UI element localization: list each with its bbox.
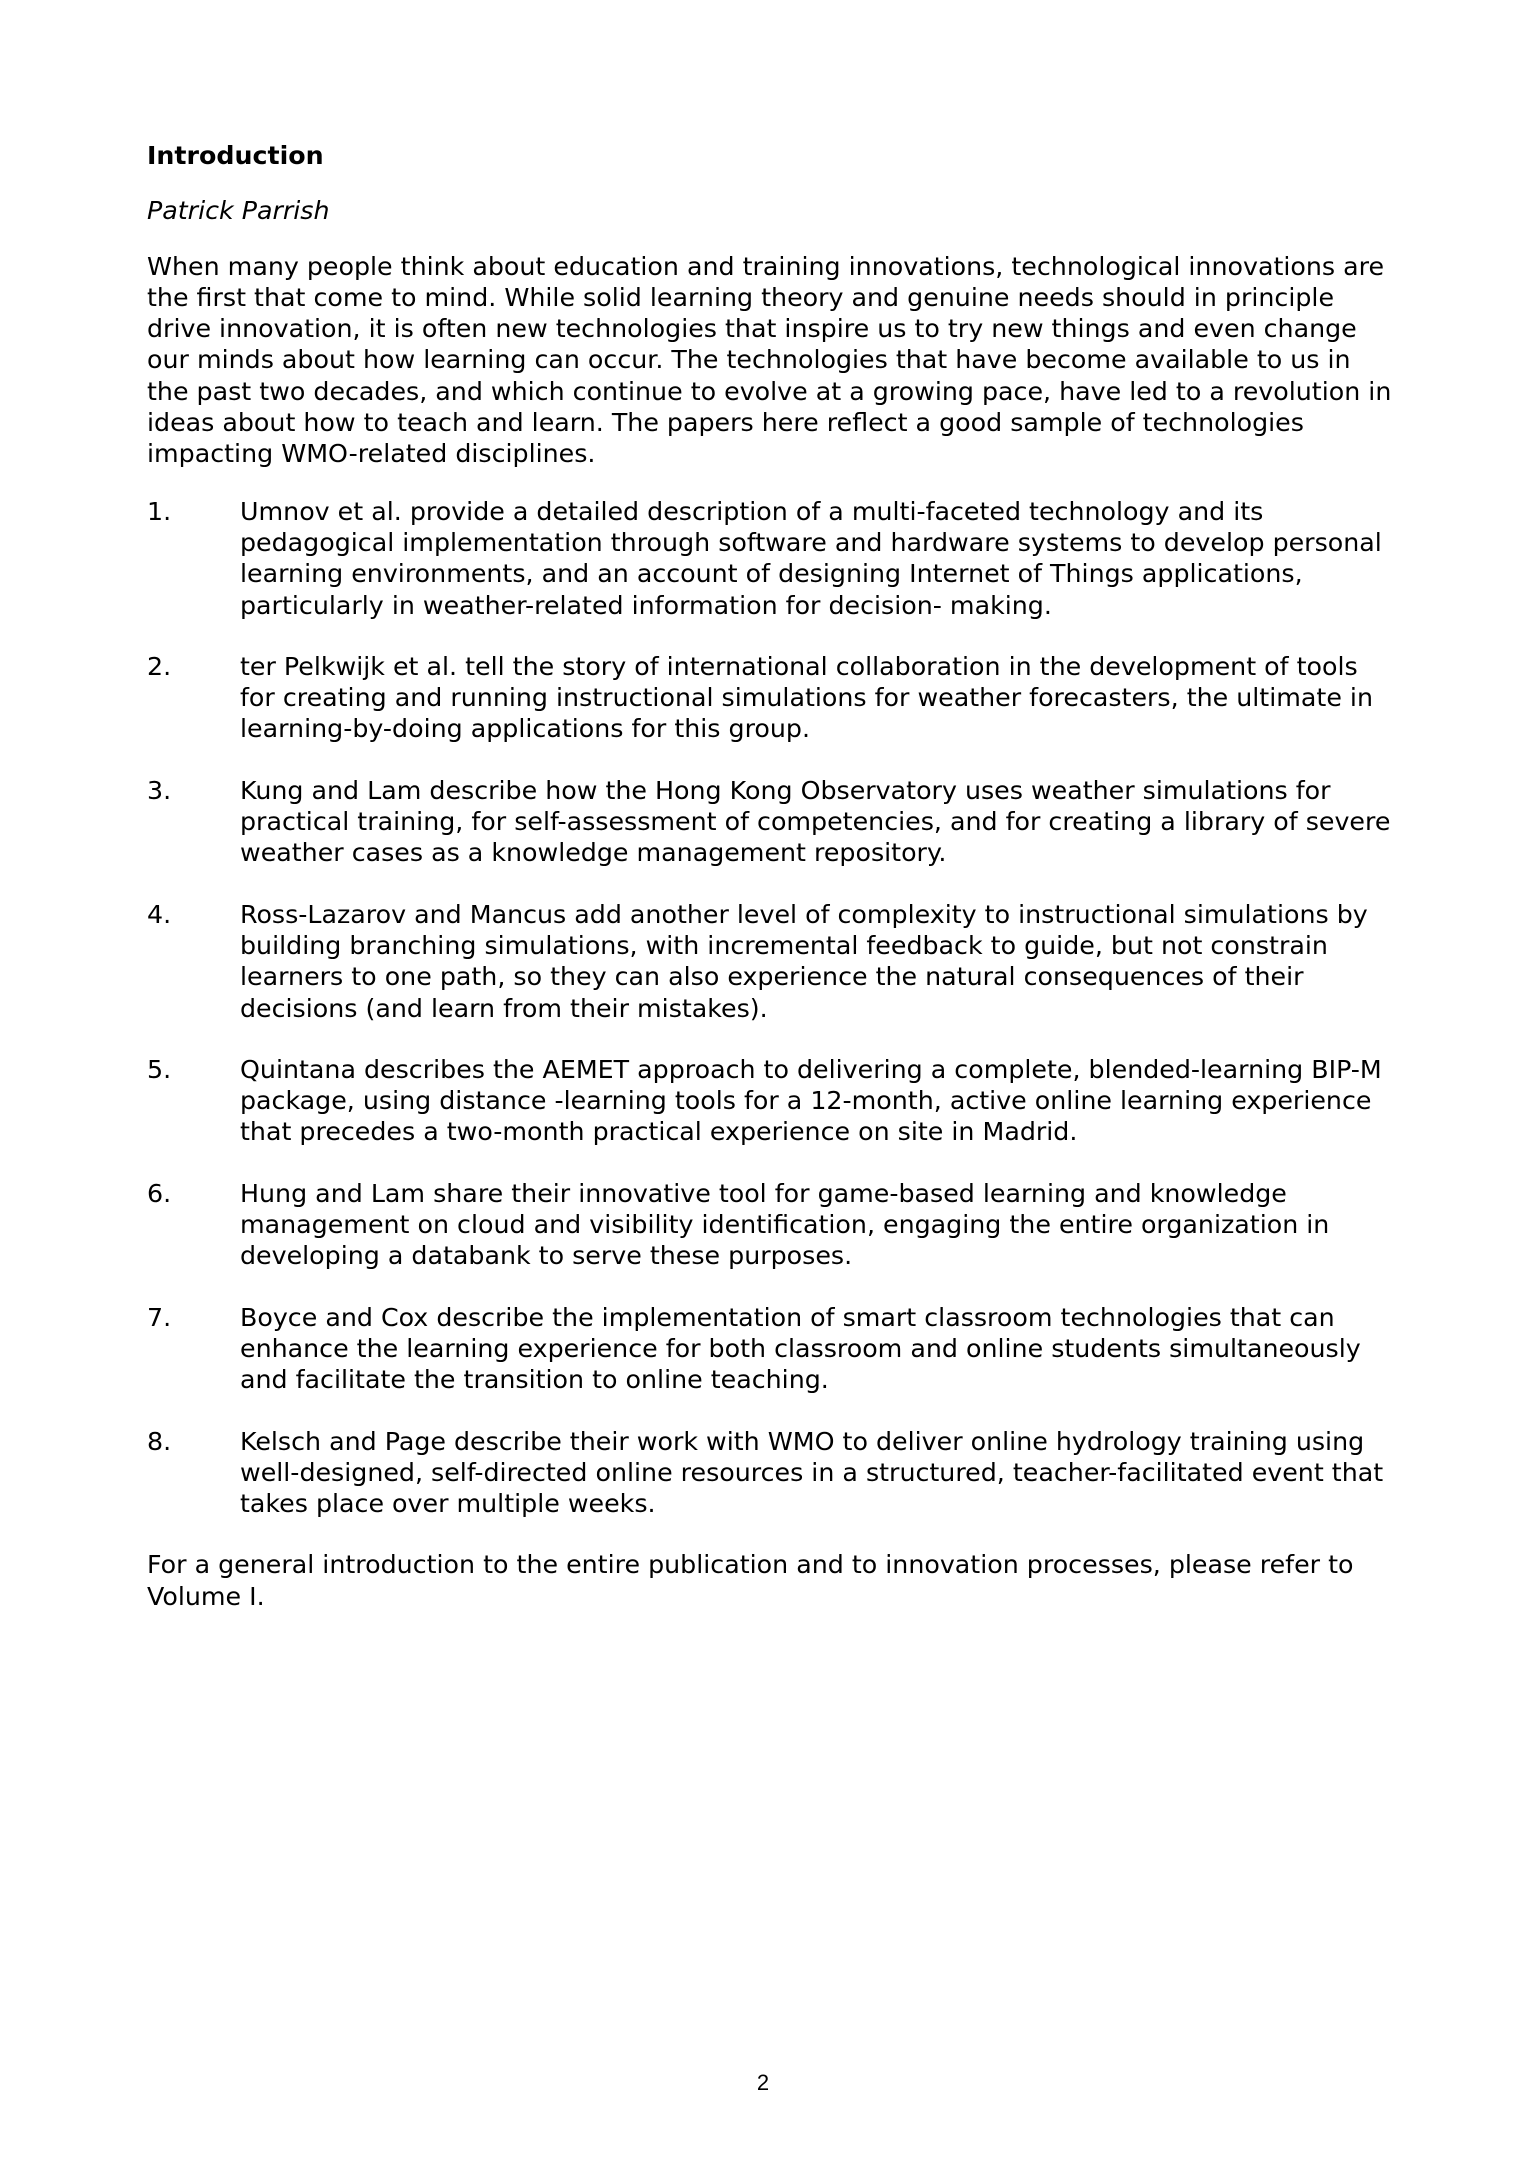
list-item [147,1426,1397,1520]
document-page [147,140,1397,1612]
list-item-number: 5. [147,1054,172,1084]
list-item-number: 3. [147,775,172,805]
list-item [147,899,1397,1024]
list-item-text: Boyce and Cox describe the implementation of smart classroom technologies that can enhance the learning experience for both classroom and online students simultaneously and facilitate the transition to online teaching. [240,1302,1361,1395]
paper-list [147,496,1397,1520]
list-item [147,1302,1397,1396]
list-item-number: 7. [147,1302,172,1332]
list-item-number: 6. [147,1178,172,1208]
list-item-text: Hung and Lam share their innovative tool for game-based learning and knowledge management on cloud and visibility identification, engaging the entire organization in developing a databank to serve these purposes. [240,1178,1330,1271]
list-item-number: 8. [147,1426,172,1456]
author-name: Patrick Parrish [147,196,330,226]
list-item-text: Kung and Lam describe how the Hong Kong Observatory uses weather simulations for practical training, for self-assessment of competencies, and for creating a library of severe weather cases as a knowledge management repository. [240,775,1391,868]
list-item [147,651,1397,745]
list-item-text: ter Pelkwijk et al. tell the story of international collaboration in the development of tools for creating and running instructional simulations for weather forecasters, the ultimate in learning-by-doing applications for this group. [240,651,1373,744]
page-number: 2 [756,2070,770,2095]
section-heading: Introduction [147,141,324,170]
closing-paragraph: For a general introduction to the entire publication and to innovation processes, please refer to Volume I. [147,1550,1354,1611]
list-item-text: Kelsch and Page describe their work with WMO to deliver online hydrology training using well-designed, self-directed online resources in a structured, teacher-facilitated event that takes place over multiple weeks. [240,1426,1384,1519]
list-item-text: Ross-Lazarov and Mancus add another level of complexity to instructional simulations by building branching simulations, with incremental feedback to guide, but not constrain learners to one path, so they can also experience the natural consequences of their decisions (and learn from their mistakes). [240,899,1368,1023]
list-item-number: 2. [147,651,172,681]
intro-paragraph: When many people think about education and training innovations, technological innovations are the first that come to mind. While solid learning theory and genuine needs should in principle drive innovation, it is often new technologies that inspire us to try new things and even change our minds about how learning can occur. The technologies that have become available to us in the past two decades, and which continue to evolve at a growing pace, have led to a revolution in ideas about how to teach and learn. The papers here reflect a good sample of technologies impacting WMO-related disciplines. [147,251,1392,469]
list-item-number: 4. [147,899,172,929]
list-item [147,1054,1397,1148]
list-item [147,496,1397,621]
list-item [147,1178,1397,1272]
list-item [147,775,1397,869]
list-item-number: 1. [147,496,172,526]
list-item-text: Umnov et al. provide a detailed description of a multi-faceted technology and its pedagogical implementation through software and hardware systems to develop personal learning environments, and an account of designing Internet of Things applications, particularly in weather-related information for decision- making. [240,496,1382,620]
list-item-text: Quintana describes the AEMET approach to delivering a complete, blended-learning BIP-M package, using distance -learning tools for a 12-month, active online learning experience that precedes a two-month practical experience on site in Madrid. [240,1054,1382,1147]
